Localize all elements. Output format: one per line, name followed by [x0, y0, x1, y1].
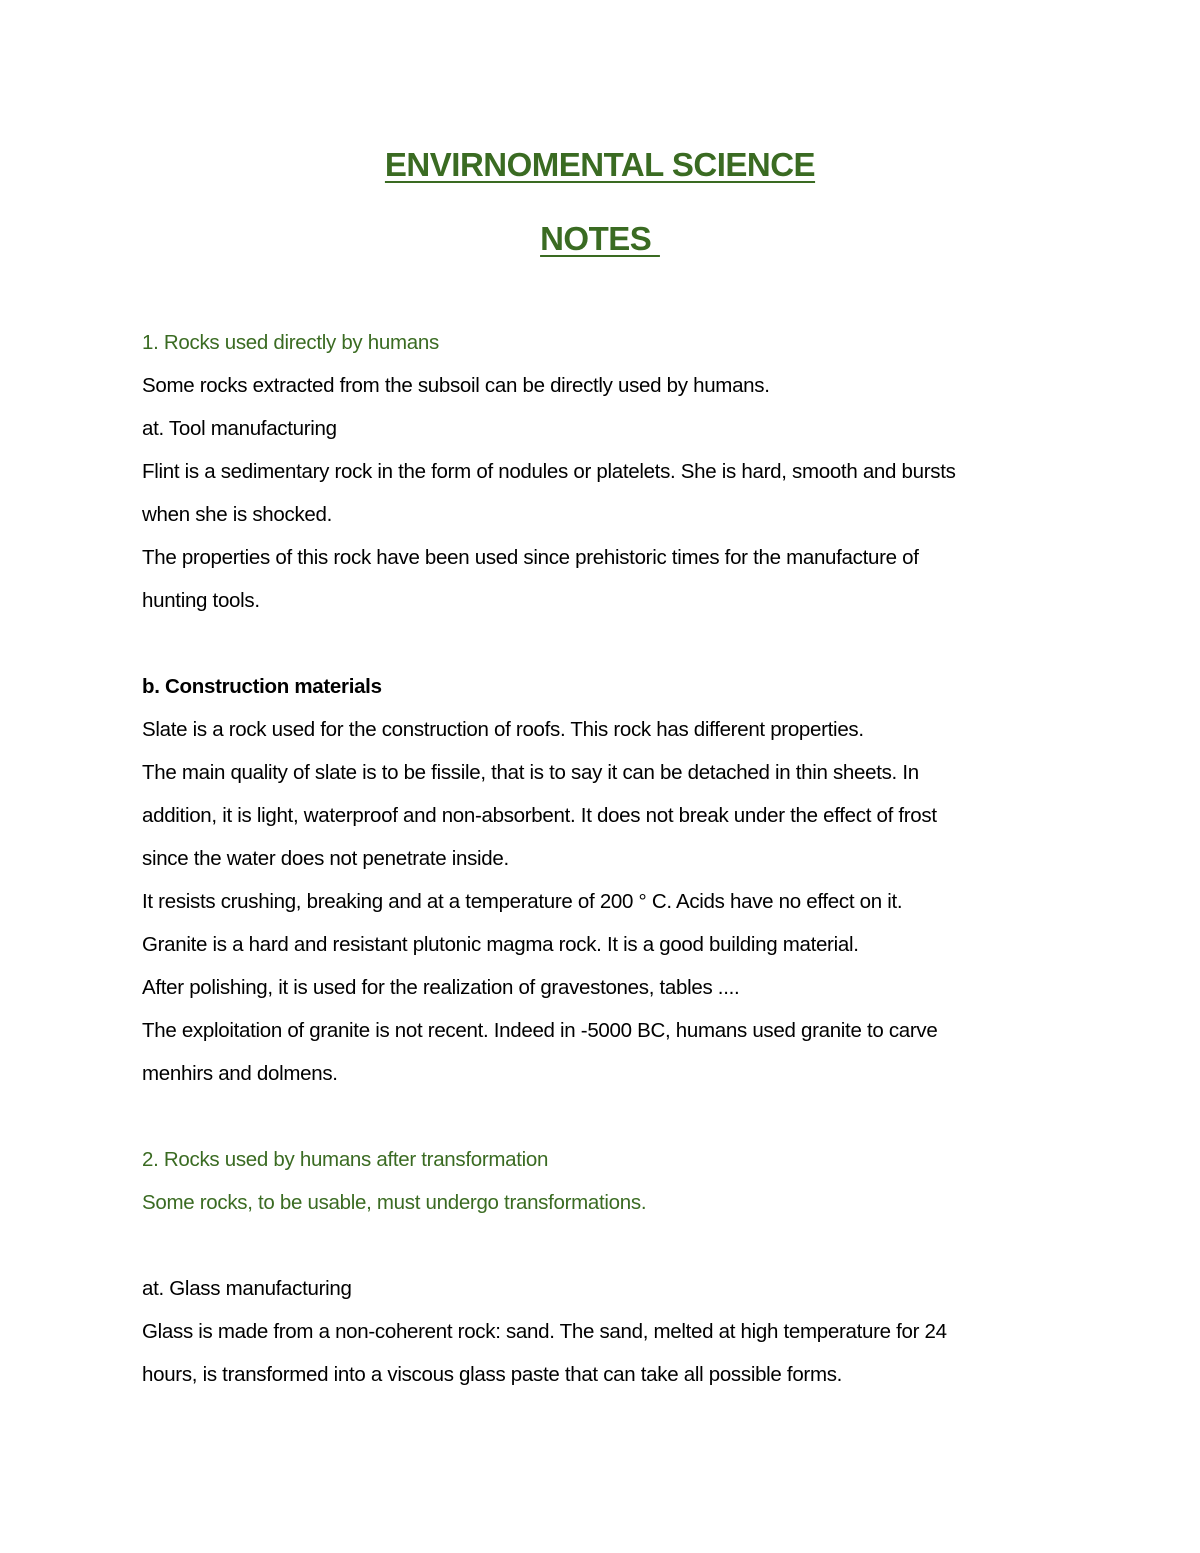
paragraph-line: After polishing, it is used for the realization of gravestones, tables .... — [142, 976, 740, 999]
section-2-heading: 2. Rocks used by humans after transformation — [142, 1148, 549, 1171]
document-subtitle: NOTES — [540, 220, 660, 257]
document-title: ENVIRNOMENTAL SCIENCE — [384, 146, 816, 183]
paragraph-line: Slate is a rock used for the construction of roofs. This rock has different properties. — [142, 718, 864, 741]
paragraph-line: The exploitation of granite is not recent. Indeed in -5000 BC, humans used granite to carve — [142, 1019, 938, 1042]
paragraph-line: menhirs and dolmens. — [142, 1062, 338, 1085]
paragraph-line: hours, is transformed into a viscous glass paste that can take all possible forms. — [142, 1363, 843, 1386]
paragraph-line: when she is shocked. — [142, 503, 333, 526]
paragraph-line: since the water does not penetrate inside. — [142, 847, 509, 870]
subsection-glass-heading: at. Glass manufacturing — [142, 1277, 352, 1300]
paragraph-line: Granite is a hard and resistant plutonic magma rock. It is a good building material. — [142, 933, 859, 956]
paragraph-line: Glass is made from a non-coherent rock: sand. The sand, melted at high temperature for 24 — [142, 1320, 947, 1343]
paragraph-line: addition, it is light, waterproof and non-absorbent. It does not break under the effect of frost — [142, 804, 937, 827]
paragraph-line: hunting tools. — [142, 589, 260, 612]
paragraph-line: The properties of this rock have been used since prehistoric times for the manufacture of — [142, 546, 919, 569]
paragraph-line: It resists crushing, breaking and at a temperature of 200 ° C. Acids have no effect on it. — [142, 890, 903, 913]
section-1-intro: Some rocks extracted from the subsoil can be directly used by humans. — [142, 374, 770, 397]
subsection-a-heading: at. Tool manufacturing — [142, 417, 337, 440]
subsection-b-heading: b. Construction materials — [142, 675, 382, 698]
paragraph-line: The main quality of slate is to be fissile, that is to say it can be detached in thin sheets. In — [142, 761, 919, 784]
paragraph-line: Flint is a sedimentary rock in the form of nodules or platelets. She is hard, smooth and bursts — [142, 460, 956, 483]
section-2-intro: Some rocks, to be usable, must undergo transformations. — [142, 1191, 647, 1214]
section-1-heading: 1. Rocks used directly by humans — [142, 331, 439, 354]
